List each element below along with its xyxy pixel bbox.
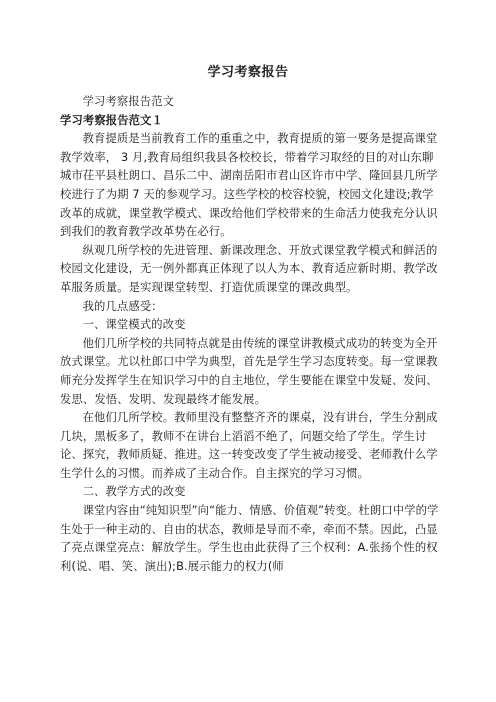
section-heading: 学习考察报告范文１ <box>60 113 164 127</box>
document-title: 学习考察报告 <box>207 65 289 80</box>
paragraph: 教育提质是当前教育工作的重重之中，教育提质的第一要务是提高课堂教学效率， 3 月,教育局组织我县各校校长，带着学习取经的目的对山东聊城市茌平县杜朗口、昌乐二中、湖南岳阳市君山区许市中学、隆回县几所学校进行了为期 7 天的参观学习。这些学校的校容校貌，校园文化建设;教学改革的成就，课堂教学模式、课改给他们学校带来的生命活力使我充分认识到我们的教育教学改革势在必行。 <box>60 132 438 239</box>
paragraph: 我的几点感受： <box>82 299 163 313</box>
section-heading: 二、教学方式的改变 <box>82 485 186 499</box>
paragraph: 他们几所学校的共同特点就是由传统的课堂讲教模式成功的转变为全开放式课堂。尤以杜郎口中学为典型，首先是学生学习态度转变。每一堂课教师充分发挥学生在知识学习中的自主地位，学生要能在课堂中发疑、发问、发思、发悟、发明、发现最终才能发展。 <box>60 336 438 406</box>
paragraph: 课堂内容由“纯知识型”向“能力、情感、价值观”转变。杜朗口中学的学生处于一种主动的、自由的状态，教师是导而不牵，牵而不禁。因此，凸显了亮点课堂亮点：解放学生。学生也由此获得了三个权利：A.张扬个性的权利(说、唱、笑、演出);B.展示能力的权力(师 <box>60 504 439 573</box>
document-body <box>60 93 440 576</box>
document-subtitle: 学习考察报告范文 <box>82 95 175 108</box>
paragraph: 在他们几所学校。教师里没有整整齐齐的课桌，没有讲台，学生分割成几块，黑板多了，教师不在讲台上滔滔不绝了，问题交给了学生。学生讨论、探究，教师质疑、推进。这一转变改变了学生被动接受、老师教什么学生学什么的习惯。而养成了主动合作。自主探究的学习习惯。 <box>60 411 438 480</box>
section-heading: 一、课堂模式的改变 <box>82 318 186 332</box>
paragraph: 纵观几所学校的先进管理、新课改理念、开放式课堂教学模式和鲜活的校园文化建设，无一例外都真正体现了以人为本、教育适应新时期、教学改革服务质量。是实现课堂转型、打造优质课堂的课改典型。 <box>60 243 438 294</box>
